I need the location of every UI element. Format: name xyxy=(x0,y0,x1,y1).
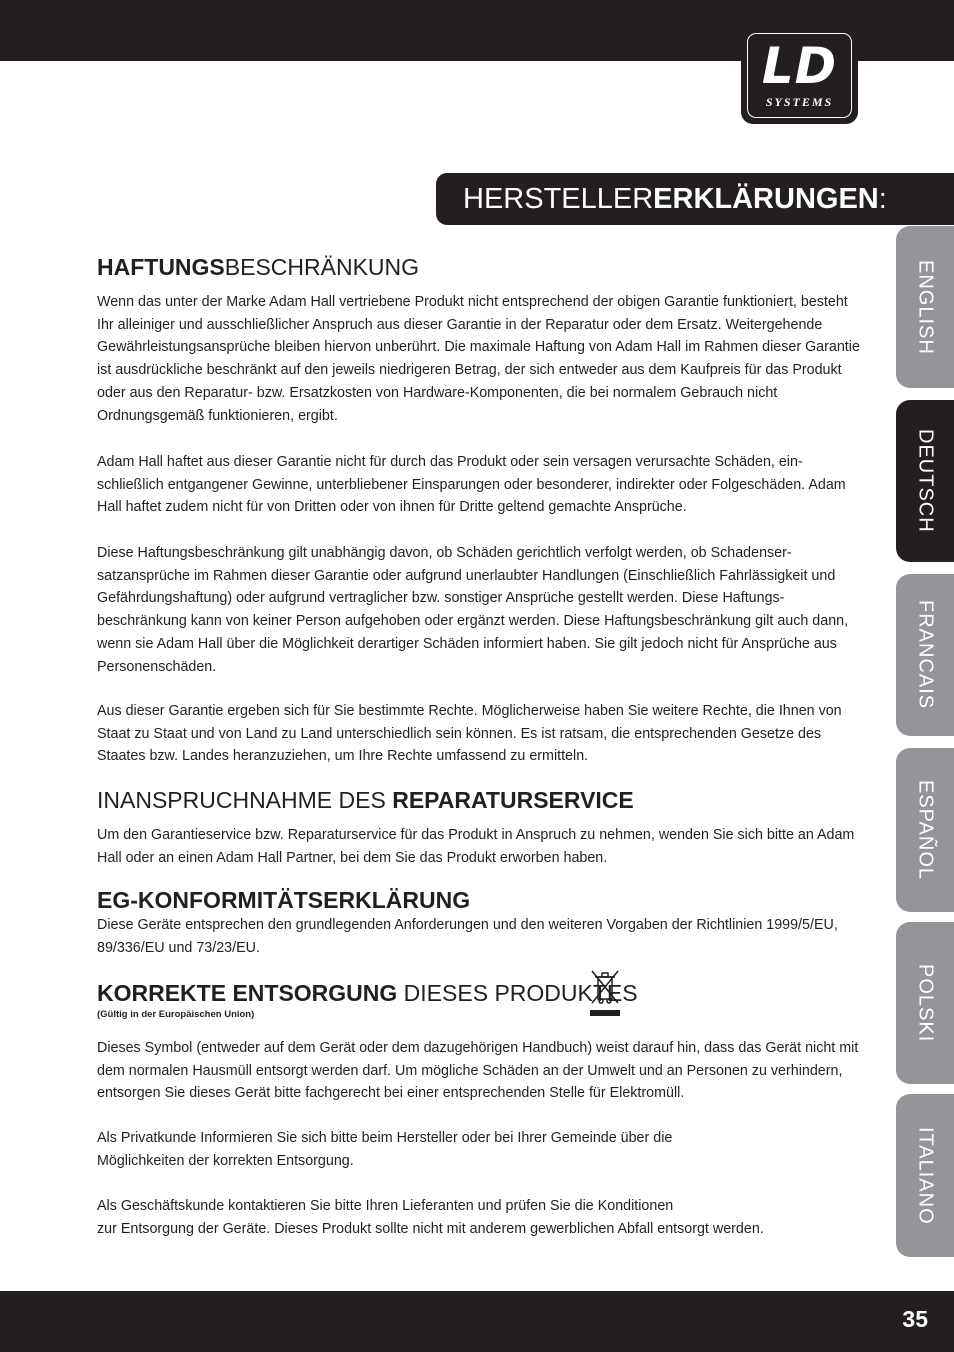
repair-paragraph: Um den Garantieservice bzw. Reparaturservice für das Produkt in Anspruch zu nehmen, wenden Sie sich bitte an Adam Hall oder an einen Adam Hall Partner, bei dem Sie das Produkt erworben haben. xyxy=(97,827,855,866)
disposal-p3-line-2: zur Entsorgung der Geräte. Dieses Produkt sollte nicht mit anderem gewerblichen Abfall entsorgt werden. xyxy=(97,1220,764,1237)
disposal-p2-line-2: Möglichkeiten der korrekten Entsorgung. xyxy=(97,1152,354,1169)
page-number: 35 xyxy=(902,1306,928,1332)
title-light: HERSTELLER xyxy=(463,183,654,215)
conformity-heading xyxy=(97,886,470,914)
liability-paragraph-4: Aus dieser Garantie ergeben sich für Sie bestimmte Rechte. Möglicherweise haben Sie weitere Rechte, die Ihnen von Staat zu Staat und von Land zu Land unterschiedlich sein können. Es ist ratsam, die entsprechenden Gesetze des Staates bzw. Landes heranzuziehen, um Ihre Rechte umfassend zu ermitteln. xyxy=(97,703,842,765)
liability-heading-light: BESCHRÄNKUNG xyxy=(224,254,420,280)
tab-francais[interactable] xyxy=(896,574,954,736)
tab-polski[interactable] xyxy=(896,922,954,1084)
disposal-paragraph-1: Dieses Symbol (entweder auf dem Gerät oder dem dazugehörigen Handbuch) weist darauf hin, dass das Gerät nicht mit dem normalen Hausmüll entsorgt werden darf. Um mögliche Schäden an der Umwelt und an Personen zu verhindern, entsorgen Sie dieses Gerät bitte fachgerecht bei einer entsprechenden Stelle für Elektromüll. xyxy=(97,1040,859,1102)
conformity-paragraph: Diese Geräte entsprechen den grundlegenden Anforderungen und den weiteren Vorgaben der Richtlinien 1999/5/EU, 89/336/EU und 73/23/EU. xyxy=(97,917,838,956)
page-title xyxy=(436,173,954,225)
disposal-note: (Gültig in der Europäischen Union) xyxy=(97,1009,255,1020)
title-bold: ERKLÄRUNGEN xyxy=(653,183,879,215)
disposal-heading-bold: KORREKTE ENTSORGUNG xyxy=(97,980,398,1006)
repair-heading-bold: REPARATURSERVICE xyxy=(392,787,634,813)
liability-heading xyxy=(97,253,419,281)
repair-heading xyxy=(97,786,634,814)
tab-label: ITALIANO xyxy=(914,1126,937,1225)
tab-label: DEUTSCH xyxy=(914,429,937,533)
logo-sub-text: SYSTEMS xyxy=(765,95,834,109)
tab-label: FRANCAIS xyxy=(914,600,937,710)
liability-paragraph-3: Diese Haftungsbeschränkung gilt unabhängig davon, ob Schäden gerichtlich verfolgt werden, ob Schadenser-satzansprüche im Rahmen dieser Garantie oder aufgrund unerlaubter Handlungen (Einschließlich Fahrlässigkeit und Gefährdungshaftung) oder aufgrund vertraglicher bzw. sonstiger Ansprüche gestellt werden. Diese Haftungs-beschränkung kann von keiner Person aufgehoben oder ergänzt werden. Diese Haftungsbeschränkung gilt auch dann, wenn sie Adam Hall über die Möglichkeit derartiger Schäden informiert haben. Sie gilt jedoch nicht für Ansprüche aus Personenschäden. xyxy=(97,545,849,675)
conformity-heading-bold: EG-KONFORMITÄTSERKLÄRUNG xyxy=(97,887,471,913)
tab-italiano[interactable] xyxy=(896,1094,954,1257)
ld-systems-logo xyxy=(741,27,858,124)
disposal-p3-line-1: Als Geschäftskunde kontaktieren Sie bitte Ihren Lieferanten und prüfen Sie die Konditionen xyxy=(97,1198,674,1214)
tab-label: ENGLISH xyxy=(914,259,937,355)
disposal-paragraph-2 xyxy=(97,1127,862,1172)
crossed-bin-icon xyxy=(588,967,622,1019)
repair-heading-light: INANSPRUCHNAHME DES xyxy=(97,787,393,813)
tab-label: POLSKI xyxy=(914,963,937,1043)
tab-label: ESPAÑOL xyxy=(914,780,937,880)
tab-deutsch[interactable] xyxy=(896,400,954,562)
logo-main-text: LD xyxy=(761,37,838,95)
disposal-paragraph-3 xyxy=(97,1195,862,1240)
liability-paragraph-1: Wenn das unter der Marke Adam Hall vertriebene Produkt nicht entsprechend der obigen Garantie funktioniert, besteht Ihr alleiniger und ausschließlicher Anspruch aus dieser Garantie in der Reparatur oder dem Ersatz. Weitergehende Gewährleistungsansprüche bleiben hiervon unberührt. Die maximale Haftung von Adam Hall im Rahmen dieser Garantie ist ausdrückliche beschränkt auf den jeweils niedrigeren Betrag, der sich entweder aus dem Kaufpreis für das Produkt oder aus den Reparatur- bzw. Ersatzkosten von Hardware-Komponenten, die bei normalem Gebrauch nicht Ordnungsgemäß funktionieren, ergibt. xyxy=(97,294,860,424)
disposal-heading xyxy=(97,979,638,1007)
tab-english[interactable] xyxy=(896,226,954,388)
tab-espanol[interactable] xyxy=(896,748,954,912)
disposal-p2-line-1: Als Privatkunde Informieren Sie sich bitte beim Hersteller oder bei Ihrer Gemeinde über die xyxy=(97,1130,673,1146)
liability-paragraph-2: Adam Hall haftet aus dieser Garantie nicht für durch das Produkt oder sein versagen verursachte Schäden, ein-schließlich entgangener Gewinne, unterbliebener Einsparungen oder besonderer, indirekter oder Folgeschäden. Adam Hall haftet zudem nicht für von Dritten oder von ihnen für Dritte geltend gemachte Ansprüche. xyxy=(97,454,846,516)
liability-heading-bold: HAFTUNGS xyxy=(97,254,225,280)
title-suffix: : xyxy=(878,183,887,215)
disposal-heading-light: DIESES PRODUKTES xyxy=(397,980,638,1006)
bottom-bar xyxy=(0,1291,954,1352)
